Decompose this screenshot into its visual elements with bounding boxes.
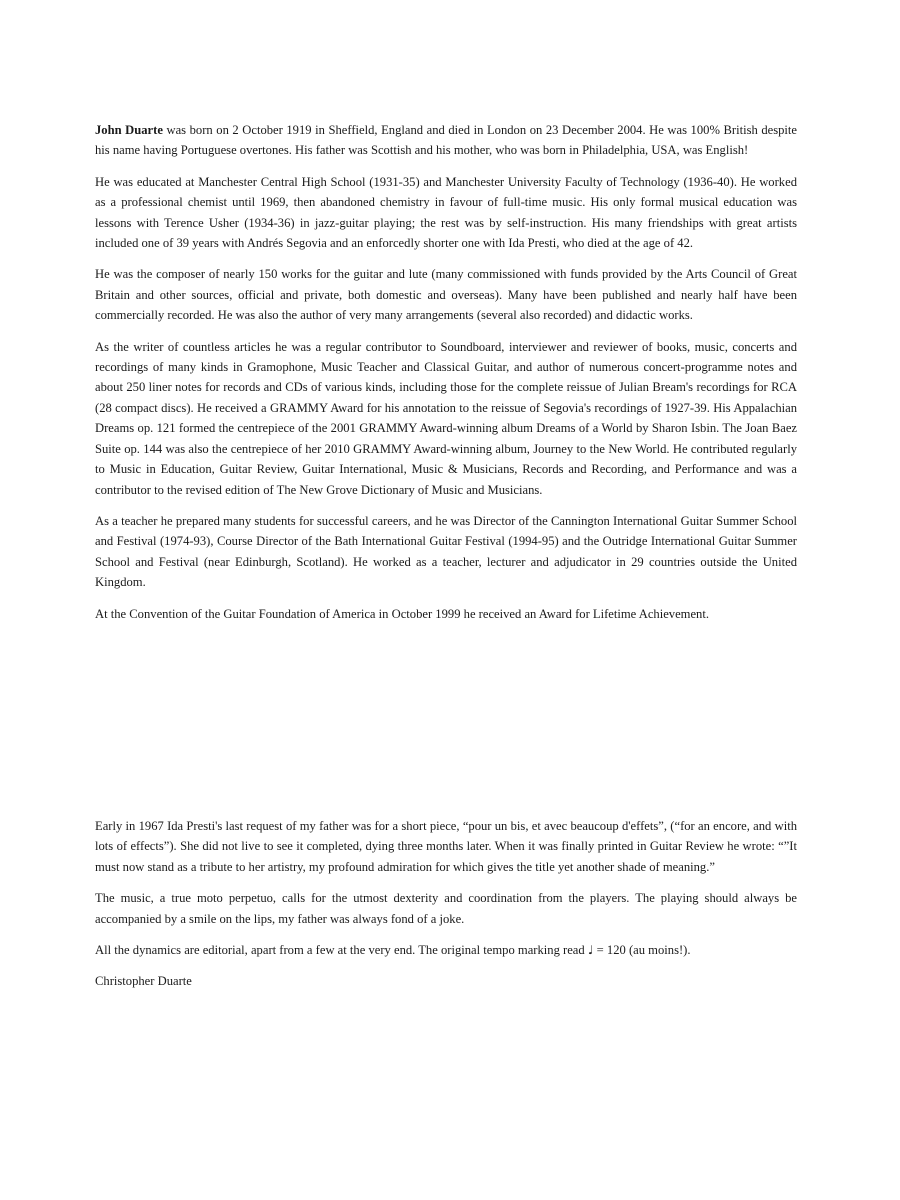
quarter-note-icon: ♩ [587, 943, 594, 958]
bio-paragraph-writing: As the writer of countless articles he was a regular contributor to Soundboard, interviewer and reviewer of books, music, concerts and recordings of many kinds in Gramophone, Music Teacher and Classical Guitar, and author of numerous concert-programme notes and about 250 liner notes for records and CDs of various kinds, including those for the complete reissue of Julian Bream's recordings for RCA (28 compact discs). He received a GRAMMY Award for his annotation to the reissue of Segovia's recordings of 1927-39. His Appalachian Dreams op. 121 formed the centrepiece of the 2001 GRAMMY Award-winning album Dreams of a World by Sharon Isbin. The Joan Baez Suite op. 144 was also the centrepiece of her 2010 GRAMMY Award-winning album, Journey to the New World. He contributed regularly to Music in Education, Guitar Review, Guitar International, Music & Musicians, Records and Recording, and Performance and was a contributor to the revised edition of The New Grove Dictionary of Music and Musicians. [95, 339, 797, 497]
bio-paragraph-birth [95, 120, 797, 161]
composer-name: John Duarte [95, 123, 163, 137]
bio-paragraph-award: At the Convention of the Guitar Foundation of America in October 1999 he received an Award for Lifetime Achievement. [95, 606, 710, 621]
dynamics-text: All the dynamics are editorial, apart from a few at the very end. The original tempo marking read [95, 943, 588, 958]
bio-paragraph-teaching: As a teacher he prepared many students for successful careers, and he was Director of the Cannington International Guitar Summer School and Festival (1974-93), Course Director of the Bath International Guitar Festival (1994-95) and the Outridge International Guitar Summer School and Festival (near Edinburgh, Scotland). He worked as a teacher, lecturer and adjudicator in 29 countries outside the United Kingdom. [95, 513, 797, 590]
bio-birth-text: was born on 2 October 1919 in Sheffield, England and died in London on 23 December 2004. He was 100% British despite his name having Portuguese overtones. His father was Scottish and his mother, who was born in Philadelphia, USA, was English! [95, 123, 797, 158]
bio-paragraph-compositions: He was the composer of nearly 150 works for the guitar and lute (many commissioned with funds provided by the Arts Council of Great Britain and other sources, official and private, both domestic and overseas). Many have been published and nearly half have been commercially recorded. He was also the author of very many arrangements (several also recorded) and didactic works. [95, 267, 797, 323]
notes-paragraph-music: The music, a true moto perpetuo, calls for the utmost dexterity and coordination from the players. The playing should always be accompanied by a smile on the lips, my father was always fond of a joke. [95, 891, 797, 926]
performance-notes-section [95, 816, 797, 1003]
bio-paragraph-education: He was educated at Manchester Central High School (1931-35) and Manchester University Faculty of Technology (1936-40). He worked as a professional chemist until 1969, then abandoned chemistry in favour of full-time music. His only formal musical education was lessons with Terence Usher (1934-36) in jazz-guitar playing; the rest was by self-instruction. His many friendships with great artists included one of 39 years with Andrés Segovia and an enforcedly shorter one with Ida Presti, who died at the age of 42. [95, 174, 797, 251]
signature: Christopher Duarte [95, 974, 192, 989]
biography-section [95, 120, 797, 635]
notes-paragraph-origin: Early in 1967 Ida Presti's last request of my father was for a short piece, “pour un bis, et avec beaucoup d'effets”, (“for an encore, and with lots of effects”). She did not live to see it completed, dying three months later. When it was finally printed in Guitar Review he wrote: “”It must now stand as a tribute to her artistry, my profound admiration for which gives the title yet another shade of meaning.” [95, 819, 797, 874]
notes-paragraph-dynamics [95, 940, 797, 960]
tempo-text: = 120 (au moins!). [593, 943, 691, 958]
